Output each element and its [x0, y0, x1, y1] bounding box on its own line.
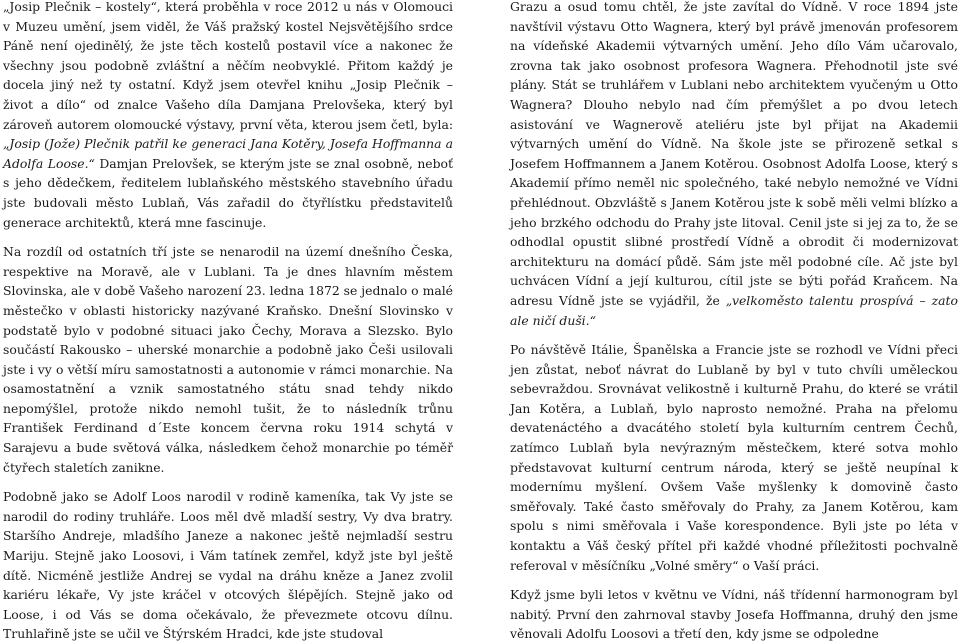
paragraph	[510, 0, 958, 330]
quotation: „velkoměsto talentu prospívá – zato ale ničí duši.“	[510, 292, 958, 328]
quotation: „Josip (Jože) Plečnik patřil ke generaci Jana Kotěry, Josefa Hoffmanna a Adolfa Loose.“	[3, 136, 453, 171]
paragraph: Na rozdíl od ostatních tří jste se nenarodil na území dnešního Česka, respektive na Moravě, ale v Lublani. Ta je dnes hlavním městem Slovinska, ale v době Vašeho narození 23. ledna 1872 se jednalo o malé městečko v oblasti historicky nazývané Kraňsko. Dnešní Slovinsko v podstatě bylo v podobné situaci jako Čechy, Morava a Slezsko. Bylo součástí Rakousko – uherské monarchie a podobně jako Češi usilovali jste i vy o větší míru samostatnosti a autonomie v rámci monarchie. Na osamostatnění a vznik samostatného státu snad tehdy nikdo nepomýšlel, protože nikdo nemohl tušit, že to následník trůnu František Ferdinand d´Este koncem června roku 1914 schytá v Sarajevu a bude světová válka, následkem čehož monarchie po téměř čtyřech staletích zanikne.	[3, 244, 453, 475]
paragraph-text: Damjan Prelovšek, se kterým jste se znal osobně, neboť s jeho dědečkem, ředitelem lublaňského městského stavebního úřadu jste budovali město Lublaň, Vás zařadil do čtyřlístku představitelů generace architektů, která mne fascinuje.	[3, 155, 453, 230]
paragraph: Po návštěvě Itálie, Španělska a Francie jste se rozhodl ve Vídni přeci jen zůstat, neboť návrat do Lublaně by byl v tuto chvíli uměleckou sebevraždou. Srovnávat velikostně i kulturně Prahu, do které se vrátil Jan Kotěra, a Lublaň, bylo naprosto nemožné. Praha na přelomu devatenáctého a dvacátého století byla kulturním centrem Čechů, zatímco Lublaň byla nevýrazným městečkem, které sotva mohlo představovat kulturní centrum národa, který se ještě neupínal k modernímu myšlení. Ovšem Vaše myšlenky k domovině často směřovaly. Také často směřovaly do Prahy, za Janem Kotěrou, kam spolu s nimi směřovala i Vaše korespondence. Byli jste po léta v kontaktu a Váš český přítel při každé vhodné příležitosti pochvalně referoval v měsíčníku „Volné směry“ o Vaší práci.	[510, 342, 958, 573]
paragraph-text: „Josip Plečnik – kostely“, která proběhla v roce 2012 u nás v Olomouci v Muzeu umění, jsem viděl, že Váš pražský kostel Nejsvětějšího srdce Páně není ojedinělý, že jste těch kostelů postavil více a nakonec že všechny jsou podobně zvláštní a něčím neobvyklé. Přitom každý je docela jiný než ty ostatní. Když jsem otevřel knihu „Josip Plečnik – život a dílo“ od znalce Vašeho díla Damjana Prelovšeka, který byl zároveň autorem olomoucké výstavy, první věta, kterou jsem četl, byla:	[3, 0, 453, 132]
paragraph: Když jsme byli letos v květnu ve Vídni, náš třídenní harmonogram byl nabitý. První den zahrnoval stavby Josefa Hoffmanna, druhý den jsme věnovali Adolfu Loosovi a třetí den, kdy jsme se odpoledne	[510, 587, 958, 642]
right-column	[510, 0, 958, 642]
left-column	[3, 0, 453, 642]
paragraph-text: Grazu a osud tomu chtěl, že jste zavítal do Vídně. V roce 1894 jste navštívil výstavu Otto Wagnera, který byl právě jmenován profesorem na vídeňské Akademii výtvarných umění. Jeho dílo Vám učarovalo, zrovna tak jako osobnost profesora Wagnera. Přehodnotil jste své plány. Stát se truhlářem v Lublani nebo architektem vyučeným u Otto Wagnera? Dlouho nebylo nad čím přemýšlet a po dvou letech asistování ve Wagnerově ateliéru jste byl přijat na Akademii výtvarných umění do Vídně. Na škole jste se přirozeně setkal s Josefem Hoffmannem a Janem Kotěrou. Osobnost Adolfa Loose, který s Akademií přímo neměl nic společného, také nebylo nemožné ve Vídni přehlédnout. Obzvláště s Janem Kotěrou jste k sobě měli velmi blízko a jeho brzkého odchodu do Prahy jste litoval. Cenil jste si jej za to, že se odhodlal opustit slibné prostředí Vídně a obrodit či modernizovat architekturu na domácí půdě. Sám jste měl podobné cíle. Ač jste byl uchvácen Vídní a její kulturou, cítil jste se býti pořád Kraňcem. Na adresu Vídně jste se vyjádřil, že	[510, 0, 958, 308]
paragraph: Podobně jako se Adolf Loos narodil v rodině kameníka, tak Vy jste se narodil do rodiny truhláře. Loos měl dvě mladší sestry, Vy dva bratry. Staršího Andreje, mladšího Janeze a nakonec ještě nejmladší sestru Mariju. Stejně jako Loosovi, i Vám tatínek zemřel, když jste byl ještě dítě. Nicméně jestliže Andrej se vydal na dráhu kněze a Janez zvolil kariéru lékaře, Vy jste kráčel v otcových šlépějích. Stejně jako od Loose, i od Vás se doma očekávalo, že převezmete otcovu dílnu. Truhlařině jste se učil ve Štýrském Hradci, kde jste studoval	[3, 489, 453, 642]
paragraph	[3, 0, 453, 232]
